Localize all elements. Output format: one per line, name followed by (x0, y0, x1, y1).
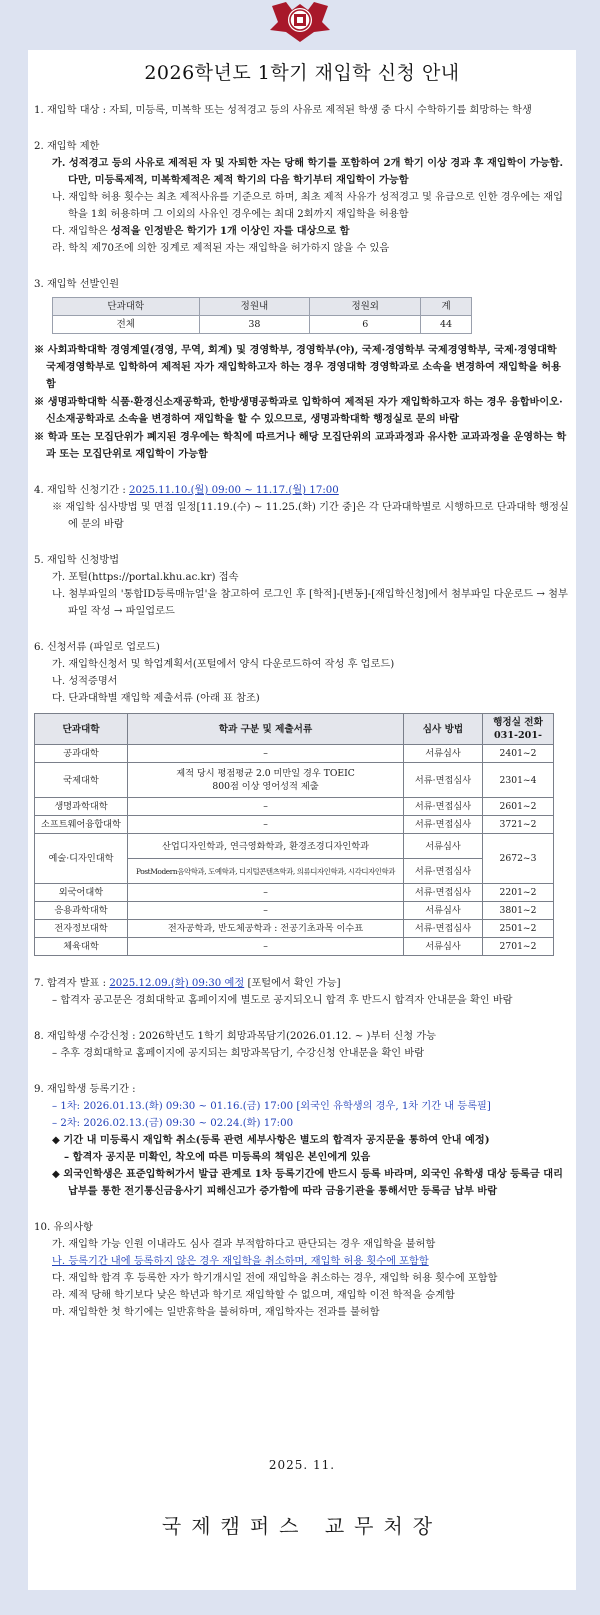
method-cell: 서류·면접심사 (404, 763, 483, 798)
college-cell: 예술·디자인대학 (35, 834, 128, 884)
section-8-line: 8. 재입학생 수강신청 : 2026학년도 1학기 희망과목담기(2026.01.12. ~ )부터 신청 가능 (34, 1031, 437, 1042)
section-10-item-d: 라. 제적 당해 학기보다 낮은 학년과 학기로 재입학할 수 없으며, 재입학 이전 학적을 승계함 (52, 1290, 455, 1301)
phone-cell: 2701~2 (483, 938, 554, 956)
section-3 (34, 276, 570, 463)
method-cell: 서류·면접심사 (404, 816, 483, 834)
phone-cell: 2601~2 (483, 798, 554, 816)
documents-cell: 제적 당시 평점평균 2.0 미만일 경우 TOEIC 800점 이상 영어성적 제출 (128, 763, 404, 798)
notice-body (34, 102, 570, 1340)
section-2-item-b: 나. 재입학 허용 횟수는 최초 제적사유를 기준으로 하며, 최초 제적 사유가 성적경고 및 유급으로 인한 경우에는 재입학을 1회 허용하며 그 이외의 사유인 경우에는 최대 2회까지 재입학을 허용함 (52, 192, 563, 220)
quota-table-header (53, 298, 472, 316)
quota-table-row (53, 316, 472, 334)
section-7-tail: [포털에서 확인 가능] (244, 978, 341, 989)
section-5-item-b: 나. 첨부파일의 '통합ID등록매뉴얼'을 참고하여 로그인 후 [학적]-[변동]-[재입학신청]에서 첨부파일 다운로드 → 첨부파일 작성 → 파일업로드 (52, 589, 568, 617)
section-6-heading: 6. 신청서류 (파일로 업로드) (34, 642, 160, 653)
phone-cell: 2201~2 (483, 884, 554, 902)
table-row (35, 745, 554, 763)
section-2-item-c-lead: 다. 재입학은 (52, 226, 111, 237)
method-cell: 서류심사 (404, 834, 483, 859)
section-4-line (34, 482, 570, 499)
issuing-office: 국제캠퍼스 교무처장 (161, 1514, 443, 1538)
section-10-item-b: 나. 등록기간 내에 등록하지 않은 경우 재입학을 취소하며, 재입학 허용 횟수에 포함함 (52, 1256, 429, 1267)
quota-header-cell: 정원내 (199, 298, 310, 316)
section-6-item-b: 나. 성적증명서 (52, 676, 118, 687)
section-5 (34, 552, 570, 620)
college-cell: 국제대학 (35, 763, 128, 798)
college-cell: 응용과학대학 (35, 902, 128, 920)
method-cell: 서류·면접심사 (404, 798, 483, 816)
section-8-note: – 추후 경희대학교 홈페이지에 공지되는 희망과목담기, 수강신청 안내문을 확인 바람 (52, 1048, 425, 1059)
section-3-heading: 3. 재입학 선발인원 (34, 279, 120, 290)
section-10-item-e: 마. 재입학한 첫 학기에는 일반휴학을 불허하며, 재입학자는 전과를 불허함 (52, 1307, 380, 1318)
section-3-note: ※ 학과 또는 모집단위가 폐지된 경우에는 학칙에 따르거나 해당 모집단위의 교과과정과 유사한 교과과정을 운영하는 학과 또는 모집단위로 재입학이 가능함 (34, 431, 567, 460)
table-row (35, 763, 554, 798)
table-row (35, 902, 554, 920)
documents-cell: PostModern음악학과, 도예학과, 디지털콘텐츠학과, 의류디자인학과, 시각디자인학과 (128, 859, 404, 884)
documents-cell: 전자공학과, 반도체공학과 : 전공기초과목 이수표 (128, 920, 404, 938)
table-row (35, 920, 554, 938)
phone-cell: 3801~2 (483, 902, 554, 920)
notice-sheet (28, 50, 576, 1590)
method-cell: 서류심사 (404, 745, 483, 763)
method-cell: 서류심사 (404, 938, 483, 956)
section-4-label: 4. 재입학 신청기간 : (34, 485, 129, 496)
college-cell: 생명과학대학 (35, 798, 128, 816)
section-4-note: ※ 재입학 심사방법 및 면접 일정[11.19.(수) ~ 11.25.(화) 기간 중]은 각 단과대학별로 시행하므로 단과대학 행정실에 문의 바람 (52, 502, 569, 530)
registration-round-2: – 2차: 2026.02.13.(금) 09:30 ~ 02.24.(화) 17:00 (52, 1118, 294, 1129)
documents-cell: – (128, 745, 404, 763)
documents-header-cell: 학과 구분 및 제출서류 (128, 714, 404, 745)
section-2-item-c-bold: 성적을 인정받은 학기가 1개 이상인 자를 대상으로 함 (110, 225, 350, 237)
section-10 (34, 1219, 570, 1321)
phone-cell: 3721~2 (483, 816, 554, 834)
quota-cell: 6 (310, 316, 421, 334)
section-10-heading: 10. 유의사항 (34, 1222, 93, 1233)
phone-cell: 2501~2 (483, 920, 554, 938)
documents-cell: – (128, 798, 404, 816)
college-cell: 소프트웨어융합대학 (35, 816, 128, 834)
page-title: 2026학년도 1학기 재입학 신청 안내 (144, 62, 460, 84)
phone-cell: 2301~4 (483, 763, 554, 798)
section-7-line (34, 975, 570, 992)
section-3-note: ※ 생명과학대학 식품·환경신소재공학과, 한방생명공학과로 입학하여 제적된 자가 재입학하고자 하는 경우 융합바이오·신소재공학과로 소속을 변경하여 재입학을 할 수 있으므로, 생명과학대학 행정실로 문의 바람 (34, 396, 563, 425)
section-7-label: 7. 합격자 발표 : (34, 978, 110, 989)
notice-date: 2025. 11. (268, 1458, 336, 1472)
documents-cell: 산업디자인학과, 연극영화학과, 환경조경디자인학과 (128, 834, 404, 859)
section-5-item-a: 가. 포털(https://portal.khu.ac.kr) 접속 (52, 572, 239, 583)
college-cell: 체육대학 (35, 938, 128, 956)
section-8 (34, 1028, 570, 1062)
section-2-heading: 2. 재입학 제한 (34, 141, 100, 152)
section-6-item-a: 가. 재입학신청서 및 학업계획서(포털에서 양식 다운로드하여 작성 후 업로드) (52, 659, 395, 670)
section-9-bullet-2: ◆ 외국인학생은 표준입학허가서 발급 관계로 1차 등록기간에 반드시 등록 바라며, 외국인 유학생 대상 등록금 대리납부를 통한 전기통신금융사기 피해신고가 증가함에 따라 금융기관을 통해서만 등록금 납부 바람 (52, 1168, 563, 1197)
documents-cell: – (128, 884, 404, 902)
section-5-heading: 5. 재입학 신청방법 (34, 555, 120, 566)
section-2-item-a: 가. 성적경고 등의 사유로 제적된 자 및 자퇴한 자는 당해 학기를 포함하여 2개 학기 이상 경과 후 재입학이 가능함. 다만, 미등록제적, 미복학제적은 제적 학기의 다음 학기부터 재입학이 가능함 (52, 157, 564, 186)
section-7 (34, 975, 570, 1009)
quota-cell: 44 (421, 316, 472, 334)
section-10-item-a: 가. 재입학 가능 인원 이내라도 심사 결과 부적합하다고 판단되는 경우 재입학을 불허함 (52, 1239, 436, 1250)
quota-header-cell: 단과대학 (53, 298, 200, 316)
section-6-item-c: 다. 단과대학별 재입학 제출서류 (아래 표 참조) (52, 693, 260, 704)
documents-table-header (35, 714, 554, 745)
section-9 (34, 1081, 570, 1200)
university-crest-icon (264, 0, 336, 44)
quota-header-cell: 계 (421, 298, 472, 316)
method-cell: 서류·면접심사 (404, 920, 483, 938)
table-row (35, 938, 554, 956)
documents-header-cell: 단과대학 (35, 714, 128, 745)
table-row (35, 798, 554, 816)
section-2-item-d: 라. 학칙 제70조에 의한 징계로 제적된 자는 재입학을 허가하지 않을 수 있음 (52, 243, 390, 254)
table-row (35, 816, 554, 834)
section-9-bullet-1-sub: – 합격자 공지문 미확인, 착오에 따른 미등록의 책임은 본인에게 있음 (64, 1151, 371, 1163)
documents-header-cell: 행정실 전화 031-201- (483, 714, 554, 745)
documents-table (34, 713, 554, 956)
section-10-item-c: 다. 재입학 합격 후 등록한 자가 학기개시일 전에 재입학을 취소하는 경우, 재입학 허용 횟수에 포함함 (52, 1273, 498, 1284)
application-period: 2025.11.10.(월) 09:00 ~ 11.17.(월) 17:00 (129, 485, 339, 496)
section-2-item-c (34, 223, 570, 240)
phone-cell: 2401~2 (483, 745, 554, 763)
documents-cell: – (128, 938, 404, 956)
documents-cell: – (128, 816, 404, 834)
college-cell: 공과대학 (35, 745, 128, 763)
college-cell: 외국어대학 (35, 884, 128, 902)
section-2 (34, 138, 570, 257)
section-1-text: 1. 재입학 대상 : 자퇴, 미등록, 미복학 또는 성적경고 등의 사유로 제적된 학생 중 다시 수학하기를 희망하는 학생 (34, 105, 532, 116)
quota-header-cell: 정원외 (310, 298, 421, 316)
method-cell: 서류심사 (404, 902, 483, 920)
section-7-note: – 합격자 공고문은 경희대학교 홈페이지에 별도로 공지되오니 합격 후 반드시 합격자 안내문을 확인 바람 (52, 995, 513, 1006)
section-1 (34, 102, 570, 119)
section-6 (34, 639, 570, 956)
table-row (35, 834, 554, 859)
section-9-bullet-1: ◆ 기간 내 미등록시 재입학 취소(등록 관련 세부사항은 별도의 합격자 공지문을 통하여 안내 예정) (52, 1134, 490, 1146)
documents-header-cell: 심사 방법 (404, 714, 483, 745)
quota-cell: 전체 (53, 316, 200, 334)
section-3-note: ※ 사회과학대학 경영계열(경영, 무역, 회계) 및 경영학부, 경영학부(야), 국제·경영학부 국제경영학부, 국제·경영대학 국제경영학부로 입학하여 제적된 자가 재입학하고자 하는 경우 경영대학 경영학과로 소속을 변경하여 재입학을 허용함 (34, 344, 561, 390)
section-9-heading: 9. 재입학생 등록기간 : (34, 1084, 136, 1095)
section-4 (34, 482, 570, 533)
phone-cell: 2672~3 (483, 834, 554, 884)
announcement-date: 2025.12.09.(화) 09:30 예정 (109, 978, 245, 989)
quota-cell: 38 (199, 316, 310, 334)
table-row (35, 884, 554, 902)
method-cell: 서류·면접심사 (404, 859, 483, 884)
method-cell: 서류·면접심사 (404, 884, 483, 902)
college-cell: 전자정보대학 (35, 920, 128, 938)
registration-round-1: – 1차: 2026.01.13.(화) 09:30 ~ 01.16.(금) 17:00 [외국인 유학생의 경우, 1차 기간 내 등록필] (52, 1101, 491, 1112)
quota-table (52, 297, 472, 334)
documents-cell: – (128, 902, 404, 920)
